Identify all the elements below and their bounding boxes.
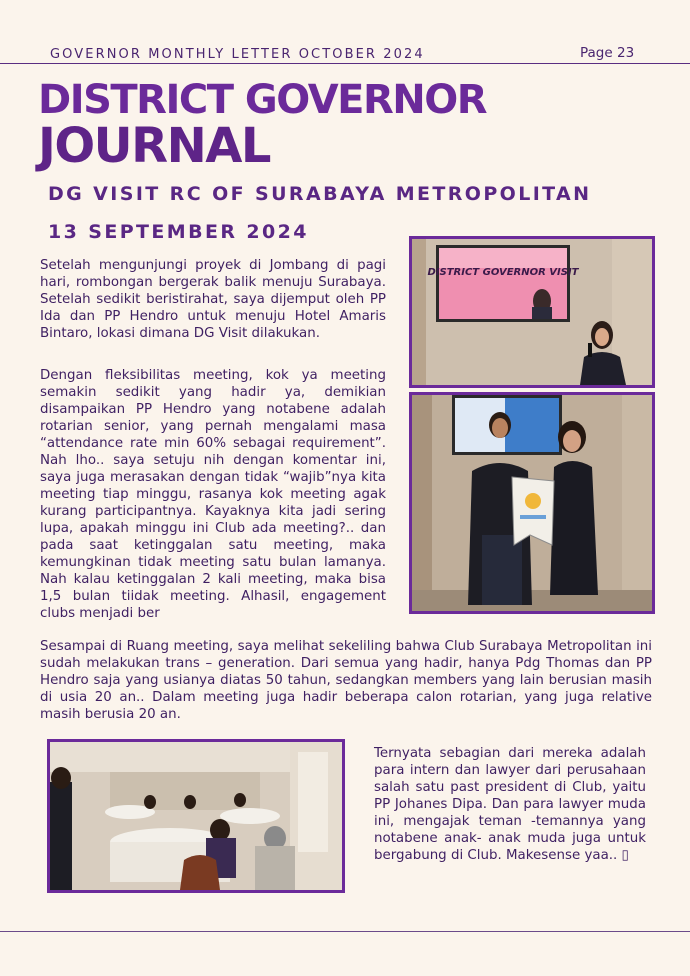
screen-title: DISTRICT GOVERNOR VISIT	[427, 267, 579, 278]
paragraph-2: Dengan fleksibilitas meeting, kok ya meeting semakin sedikit yang hadir ya, demikian disampaikan PP Hendro yang notabene adalah rotarian senior, yang pernah mengalami masa “attendance rate min 60% sebagai requirement”. Nah lho.. saya setuju nih dengan komentar ini, saya juga merasakan dengan tidak “wajib”nya kita meeting tiap minggu, rasanya kok meeting agak kurang participantnya. Kayaknya kita jadi sering lupa, apakah minggu ini Club ada meeting?.. dan pada saat ketinggalan satu meeting, maka kemungkinan tidak meeting satu bulan lamanya. Nah kalau ketinggalan 2 kali meeting, maka bisa 1,5 bulan tiidak meeting. Alhasil, engagement clubs menjadi ber	[40, 368, 386, 621]
article-date: 13 SEPTEMBER 2024	[48, 221, 309, 243]
photo-banner-exchange	[409, 392, 655, 614]
page-title-line1: DISTRICT GOVERNOR	[38, 77, 487, 123]
paragraph-3: Sesampai di Ruang meeting, saya melihat sekeliling bahwa Club Surabaya Metropolitan ini sudah melakukan trans – generation. Dari semua yang hadir, hanya Pdg Thomas dan PP Hendro saja yang usianya diatas 50 tahun, sedangkan members yang lain berusian masih di usia 20 an.. Dalam meeting juga hadir beberapa calon rotarian, yang juga relative masih berusia 20 an.	[40, 639, 652, 722]
footer-divider	[0, 931, 690, 932]
page-number: Page 23	[580, 45, 635, 61]
paragraph-1: Setelah mengunjungi proyek di Jombang di pagi hari, rombongan bergerak balik menuju Surabaya. Setelah sedikit beristirahat, saya dijemput oleh PP Ida dan PP Hendro untuk menuju Hotel Amaris Bintaro, lokasi dimana DG Visit dilakukan.	[40, 258, 386, 341]
header-divider	[0, 63, 690, 64]
newsletter-header: GOVERNOR MONTHLY LETTER OCTOBER 2024	[50, 47, 425, 62]
article-subtitle: DG VISIT RC OF SURABAYA METROPOLITAN	[48, 183, 592, 205]
photo-meeting-room	[47, 739, 345, 893]
photo-speaker	[409, 236, 655, 388]
paragraph-4: Ternyata sebagian dari mereka adalah para intern dan lawyer dari perusahaan salah satu past president di Club, yaitu PP Johanes Dipa. Dan para lawyer muda ini, mengajak teman -temannya yang notabene anak- anak muda juga untuk bergabung di Club. Makesense yaa.. ▯	[374, 746, 646, 863]
page-title-line2: JOURNAL	[38, 118, 271, 174]
